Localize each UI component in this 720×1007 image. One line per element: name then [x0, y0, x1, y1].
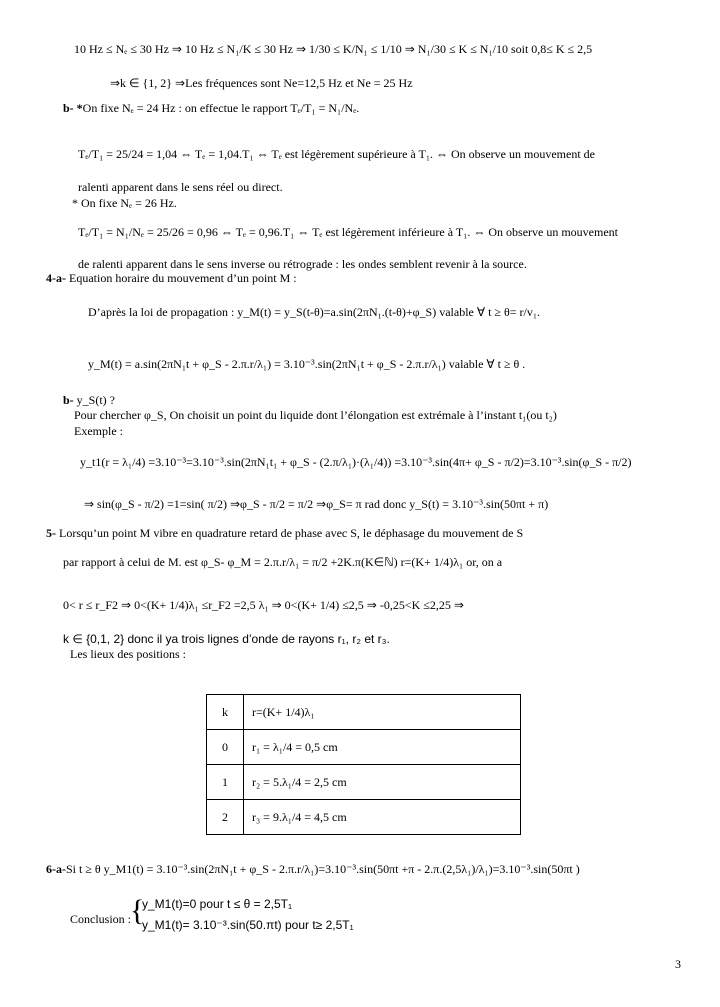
text-line: [46, 526, 523, 541]
brace-icon: {: [130, 894, 145, 927]
table-cell: r₃ = 9.λ₁/4 = 4,5 cm: [244, 800, 521, 835]
text-fragment: On fixe Nₑ = 24 Hz : on effectue le rapport Tₑ/T₁ = N₁/Nₑ.: [82, 101, 360, 115]
table-row: [207, 765, 521, 800]
text-line: ⇒ sin(φ_S - π/2) =1=sin( π/2) ⇒φ_S - π/2 = π/2 ⇒φ_S= π rad donc y_S(t) = 3.10⁻³.sin(50πt + π): [84, 497, 549, 511]
text-line: k ∈ {0,1, 2} donc il ya trois lignes d’onde de rayons r₁, r₂ et r₃.: [63, 632, 390, 646]
text-fragment: Lorsqu’un point M vibre en quadrature retard de phase avec S, le déphasage du mouvement de S: [56, 526, 524, 540]
text-line: y_t1(r = λ₁/4) =3.10⁻³=3.10⁻³.sin(2πN₁t₁ + φ_S - (2.π/λ₁)·(λ₁/4)) =3.10⁻³.sin(4π+ φ_S - π/2)=3.10⁻³.sin(φ_S - π/2): [80, 455, 632, 469]
text-line: par rapport à celui de M. est φ_S- φ_M = 2.π.r/λ₁ = π/2 +2K.π(K∈ℕ) r=(K+ 1/4)λ₁ or, on a: [63, 555, 503, 569]
text-fragment: Si t ≥ θ y_M1(t) = 3.10⁻³.sin(2πN₁t + φ_S - 2.π.r/λ₁)=3.10⁻³.sin(50πt +π - 2.π.(2,5λ₁)/λ₁)=3.10⁻³.sin(50πt ): [66, 862, 580, 876]
text-fragment: y_S(t) ?: [73, 393, 115, 407]
table-cell: r₂ = 5.λ₁/4 = 2,5 cm: [244, 765, 521, 800]
section-label: b-: [63, 393, 74, 407]
text-fragment: Equation horaire du mouvement d’un point M :: [66, 271, 297, 285]
text-line: [63, 393, 115, 408]
table-cell: 0: [207, 730, 244, 765]
text-line: Tₑ/T₁ = 25/24 = 1,04 ⇔ Tₑ = 1,04.T₁ ⇔ Tₑ est légèrement supérieure à T₁. ⇔ On observe un mouvement de: [78, 147, 595, 161]
text-line: de ralenti apparent dans le sens inverse ou rétrograde : les ondes semblent revenir à la source.: [78, 257, 527, 271]
text-line: Les lieux des positions :: [70, 647, 186, 661]
positions-table: [206, 694, 521, 835]
text-line: 10 Hz ≤ Nₑ ≤ 30 Hz ⇒ 10 Hz ≤ N₁/K ≤ 30 Hz ⇒ 1/30 ≤ K/N₁ ≤ 1/10 ⇒ N₁/30 ≤ K ≤ N₁/10 soit 0,8≤ K ≤ 2,5: [74, 42, 593, 56]
text-line: Exemple :: [74, 424, 123, 438]
text-line: y_M1(t)=0 pour t ≤ θ = 2,5T₁: [142, 897, 293, 911]
text-line: [46, 862, 580, 877]
table-row: [207, 730, 521, 765]
table-header-row: [207, 695, 521, 730]
text-line: Pour chercher φ_S, On choisit un point du liquide dont l’élongation est extrémale à l’instant t₁(ou t₂): [74, 408, 557, 422]
page-number: 3: [675, 957, 681, 971]
section-label: 5-: [46, 526, 56, 540]
table-cell: 1: [207, 765, 244, 800]
section-label: 4-a-: [46, 271, 66, 285]
text-line: * On fixe Nₑ = 26 Hz.: [72, 196, 177, 210]
table-header-cell: k: [207, 695, 244, 730]
text-line: y_M(t) = a.sin(2πN₁t + φ_S - 2.π.r/λ₁) = 3.10⁻³.sin(2πN₁t + φ_S - 2.π.r/λ₁) valable ∀ t ≥ θ .: [88, 357, 526, 371]
text-line: ralenti apparent dans le sens réel ou direct.: [78, 180, 283, 194]
table-cell: r₁ = λ₁/4 = 0,5 cm: [244, 730, 521, 765]
text-line: Tₑ/T₁ = N₁/Nₑ = 25/26 = 0,96 ⇔ Tₑ = 0,96.T₁ ⇔ Tₑ est légèrement inférieure à T₁. ⇔ On observe un mouvement: [78, 225, 619, 239]
text-line: D’après la loi de propagation : y_M(t) = y_S(t-θ)=a.sin(2πN₁.(t-θ)+φ_S) valable ∀ t ≥ θ= r/v₁.: [88, 305, 541, 319]
text-line: [46, 271, 297, 286]
section-label: 6-a-: [46, 862, 66, 876]
text-line: ⇒k ∈ {1, 2} ⇒Les fréquences sont Ne=12,5 Hz et Ne = 25 Hz: [110, 76, 413, 90]
text-line: y_M1(t)= 3.10⁻³.sin(50.πt) pour t≥ 2,5T₁: [142, 918, 354, 932]
section-label: b- *: [63, 101, 83, 115]
text-line: [63, 101, 359, 116]
table-row: [207, 800, 521, 835]
text-line: 0< r ≤ r_F2 ⇒ 0<(K+ 1/4)λ₁ ≤r_F2 =2,5 λ₁ ⇒ 0<(K+ 1/4) ≤2,5 ⇒ -0,25<K ≤2,25 ⇒: [63, 598, 464, 612]
table-header-cell: r=(K+ 1/4)λ₁: [244, 695, 521, 730]
conclusion-label: Conclusion :: [70, 912, 132, 926]
table-cell: 2: [207, 800, 244, 835]
